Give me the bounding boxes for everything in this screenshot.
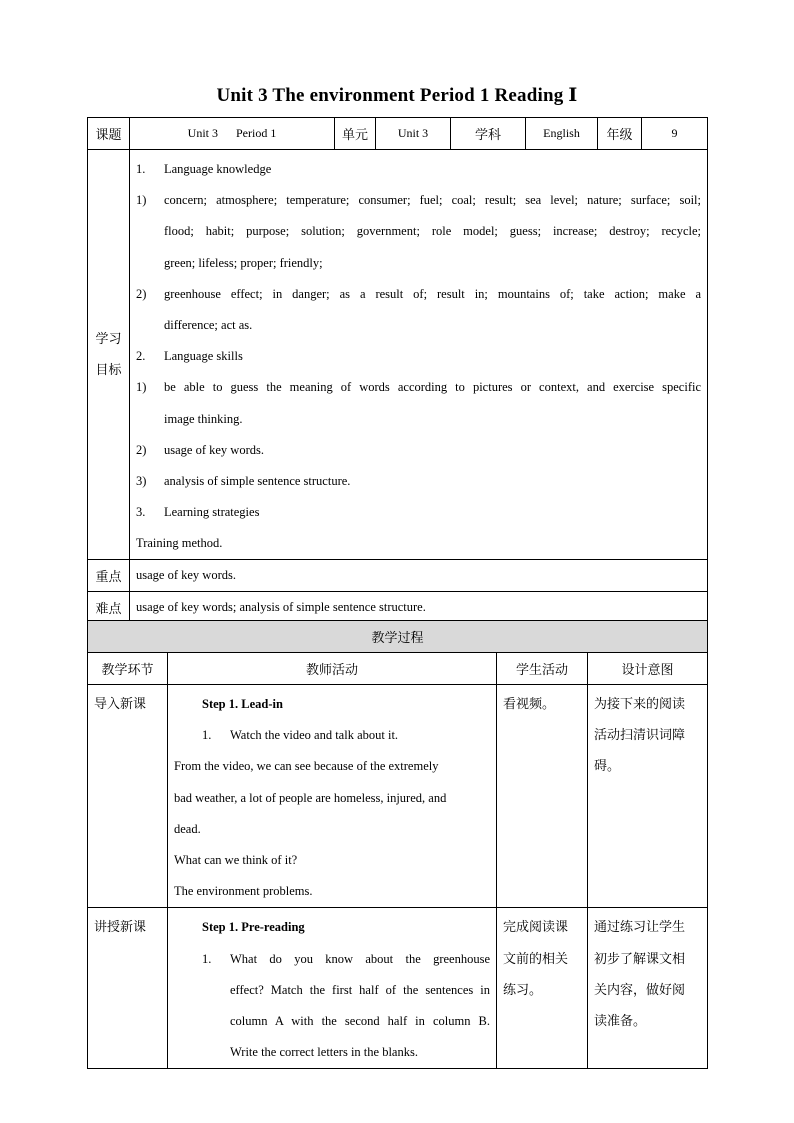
objectives-label-2: 目标 (95, 362, 122, 378)
step-title: Step 1. Lead-in (202, 697, 283, 711)
paragraph-line: dead. (174, 821, 201, 836)
key-points-row (88, 560, 708, 592)
col-intent: 设计意图 (588, 653, 708, 685)
list-item-continuation: green; lifeless; proper; friendly; (164, 255, 323, 270)
list-item-continuation: flood; habit; purpose; solution; government; role model; guess; increase; destroy; recycle; (164, 224, 701, 239)
teacher-activity-cell (168, 908, 497, 1069)
process-header-row (88, 653, 708, 685)
paragraph-line: bad weather, a lot of people are homeless, injured, and (174, 790, 447, 805)
unit-value: Unit 3 (376, 118, 451, 150)
list-item-continuation: Write the correct letters in the blanks. (230, 1045, 418, 1060)
topic-label: 课题 (88, 118, 130, 150)
difficult-points-label: 难点 (88, 592, 130, 624)
list-item-continuation: column A with the second half in column B. (230, 1013, 490, 1028)
col-student: 学生活动 (497, 653, 588, 685)
objectives-label-1: 学习 (95, 331, 122, 347)
stage-cell: 讲授新课 (88, 908, 168, 1069)
process-title-row (88, 621, 708, 653)
objectives-label (88, 150, 130, 560)
teaching-process-table (87, 620, 708, 1069)
lesson-info-table (87, 117, 708, 624)
list-item: 3) analysis of simple sentence structure. (136, 473, 351, 488)
col-teacher: 教师活动 (168, 653, 497, 685)
list-item: 1) be able to guess the meaning of words according to pictures or context, and exercise specific (136, 380, 701, 395)
paragraph-line: The environment problems. (174, 884, 313, 899)
stage-cell: 导入新课 (88, 685, 168, 908)
grade-value: 9 (642, 118, 708, 150)
lesson-header-row (88, 118, 708, 150)
section-title: Learning strategies (164, 505, 260, 520)
list-item-continuation: image thinking. (164, 411, 243, 426)
section-number: 1. (136, 162, 146, 176)
section-number: 2. (136, 349, 146, 364)
key-points-text: usage of key words. (130, 560, 708, 592)
difficult-points-text: usage of key words; analysis of simple sentence structure. (130, 592, 708, 624)
student-activity-cell: 看视频。 (497, 685, 588, 908)
design-intent-cell: 为接下来的阅读 活动扫清识词障 碍。 (588, 685, 708, 908)
teacher-activity-cell (168, 685, 497, 908)
objectives-row (88, 150, 708, 560)
section-number: 3. (136, 505, 146, 520)
col-stage: 教学环节 (88, 653, 168, 685)
strategy-text: Training method. (136, 536, 223, 551)
step-title: Step 1. Pre-reading (202, 920, 305, 935)
list-item: 2) usage of key words. (136, 442, 264, 457)
subject-value: English (526, 118, 598, 150)
unit-label: 单元 (335, 118, 376, 150)
list-item-continuation: effect? Match the first half of the sentences in (230, 982, 490, 997)
key-points-label: 重点 (88, 560, 130, 592)
table-row (88, 685, 708, 908)
list-item: 1) concern; atmosphere; temperature; consumer; fuel; coal; result; sea level; nature; surface; soil; (136, 193, 701, 208)
list-item: 1. What do you know about the greenhouse (202, 951, 490, 966)
section-title: Language skills (164, 349, 243, 364)
list-item: 2) greenhouse effect; in danger; as a result of; result in; mountains of; take action; make a (136, 286, 701, 301)
grade-label: 年级 (598, 118, 642, 150)
objectives-content (130, 150, 708, 560)
process-title: 教学过程 (88, 621, 708, 653)
list-item-continuation: difference; act as. (164, 317, 253, 332)
subject-label: 学科 (451, 118, 526, 150)
list-item: 1. Watch the video and talk about it. (202, 728, 399, 743)
section-title: Language knowledge (164, 162, 272, 176)
table-row (88, 908, 708, 1069)
topic-value: Unit 3 Period 1 (130, 118, 335, 150)
paragraph-line: What can we think of it? (174, 852, 298, 867)
student-activity-cell: 完成阅读课 文前的相关 练习。 (497, 908, 588, 1069)
document-title: Unit 3 The environment Period 1 Reading Ⅰ (216, 85, 578, 106)
paragraph-line: From the video, we can see because of the extremely (174, 759, 439, 774)
design-intent-cell: 通过练习让学生 初步了解课文相 关内容，做好阅 读准备。 (588, 908, 708, 1069)
